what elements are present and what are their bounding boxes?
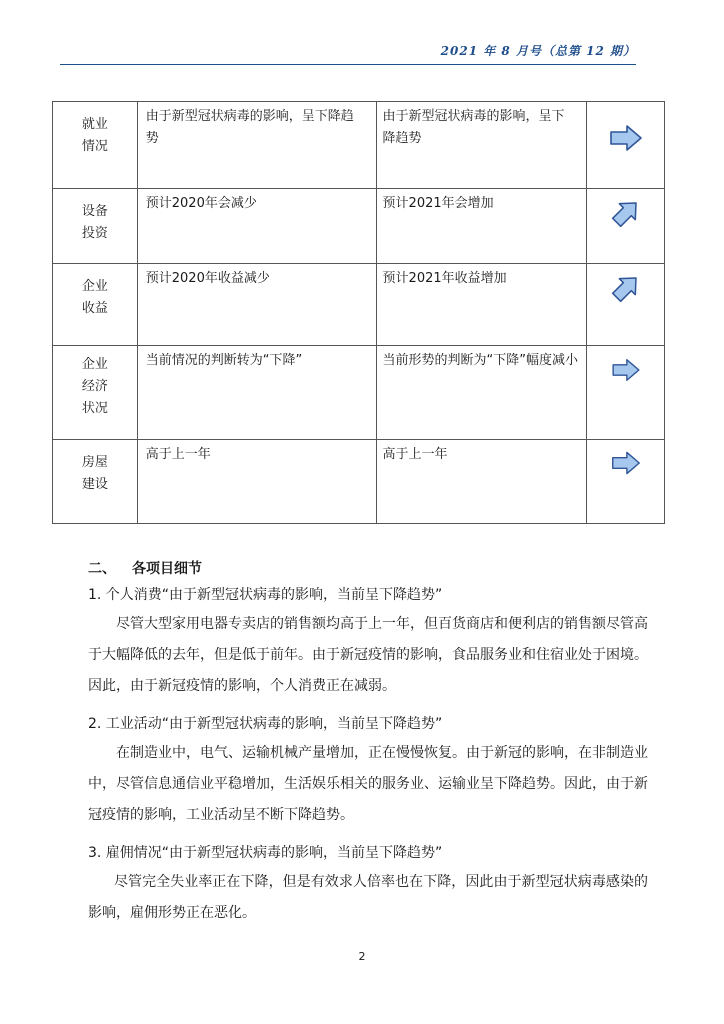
category-line: 经济 — [81, 379, 108, 394]
y2020-cell — [137, 189, 376, 264]
item-title: 1. 个人消费“由于新型冠状病毒的影响，当前呈下降趋势” — [88, 587, 443, 603]
table-row — [53, 189, 665, 264]
y2020-cell — [137, 440, 376, 524]
y2021-text: 预计2021年会增加 — [382, 196, 494, 211]
category-line: 状况 — [81, 401, 108, 416]
item-title: 3. 雇佣情况“由于新型冠状病毒的影响，当前呈下降趋势” — [88, 845, 443, 861]
category-line: 情况 — [81, 139, 108, 154]
y2021-cell — [376, 189, 587, 264]
right-arrow-icon — [611, 358, 641, 382]
section-number: 二、 — [88, 561, 116, 577]
y2021-cell — [376, 346, 587, 440]
right-arrow-icon — [611, 450, 641, 476]
up-right-arrow-icon — [610, 197, 642, 229]
economic-status-table — [52, 101, 665, 524]
y2021-cell — [376, 264, 587, 346]
y2021-cell — [376, 102, 587, 189]
category-line: 就业 — [81, 117, 108, 132]
section-title: 各项目细节 — [132, 561, 202, 577]
category-cell — [53, 264, 138, 346]
table-row — [53, 102, 665, 189]
y2021-text: 预计2021年收益增加 — [382, 271, 507, 286]
section-heading — [88, 558, 202, 578]
category-line: 企业 — [81, 357, 108, 372]
table-row — [53, 264, 665, 346]
item-paragraph: 尽管大型家用电器专卖店的销售额均高于上一年，但百货商店和便利店的销售额尽管高于大幅降低的去年，但是低于前年。由于新冠疫情的影响，食品服务业和住宿业处于困境。因此，由于新冠疫情的影响，个人消费正在减弱。 — [88, 616, 648, 694]
item-paragraph: 在制造业中，电气、运输机械产量增加，正在慢慢恢复。由于新冠的影响，在非制造业中，尽管信息通信业平稳增加，生活娱乐相关的服务业、运输业呈下降趋势。因此，由于新冠疫情的影响，工业活动呈不断下降趋势。 — [88, 745, 648, 823]
trend-cell — [587, 189, 665, 264]
category-line: 投资 — [81, 226, 108, 241]
table-row — [53, 346, 665, 440]
category-line: 企业 — [81, 279, 108, 294]
table-row — [53, 440, 665, 524]
item-paragraph: 尽管完全失业率正在下降，但是有效求人倍率也在下降，因此由于新型冠状病毒感染的影响，雇佣形势正在恶化。 — [88, 874, 648, 921]
category-line: 收益 — [81, 301, 108, 316]
category-line: 设备 — [81, 204, 108, 219]
y2020-text: 预计2020年收益减少 — [145, 271, 270, 286]
issue-label: 2021 年 8 月号（总第 12 期） — [440, 44, 636, 58]
trend-cell — [587, 102, 665, 189]
right-arrow-icon — [609, 124, 643, 152]
category-line: 房屋 — [81, 455, 108, 470]
trend-cell — [587, 440, 665, 524]
y2020-text: 当前情况的判断转为“下降” — [145, 353, 303, 368]
category-cell — [53, 189, 138, 264]
trend-cell — [587, 346, 665, 440]
y2021-text: 当前形势的判断为“下降”幅度减小 — [382, 353, 579, 368]
y2021-cell — [376, 440, 587, 524]
page-number: 2 — [358, 950, 366, 963]
y2020-text: 高于上一年 — [145, 447, 211, 462]
y2021-text: 高于上一年 — [382, 447, 448, 462]
y2020-cell — [137, 102, 376, 189]
category-line: 建设 — [81, 477, 108, 492]
category-cell — [53, 102, 138, 189]
item-title: 2. 工业活动“由于新型冠状病毒的影响，当前呈下降趋势” — [88, 716, 443, 732]
y2020-text: 由于新型冠状病毒的影响，呈下降趋势 — [145, 109, 354, 146]
page-header — [60, 40, 636, 65]
category-cell — [53, 440, 138, 524]
y2021-text: 由于新型冠状病毒的影响，呈下降趋势 — [382, 109, 565, 146]
y2020-cell — [137, 346, 376, 440]
category-cell — [53, 346, 138, 440]
up-right-arrow-icon — [610, 272, 642, 304]
y2020-cell — [137, 264, 376, 346]
y2020-text: 预计2020年会减少 — [145, 196, 257, 211]
trend-cell — [587, 264, 665, 346]
